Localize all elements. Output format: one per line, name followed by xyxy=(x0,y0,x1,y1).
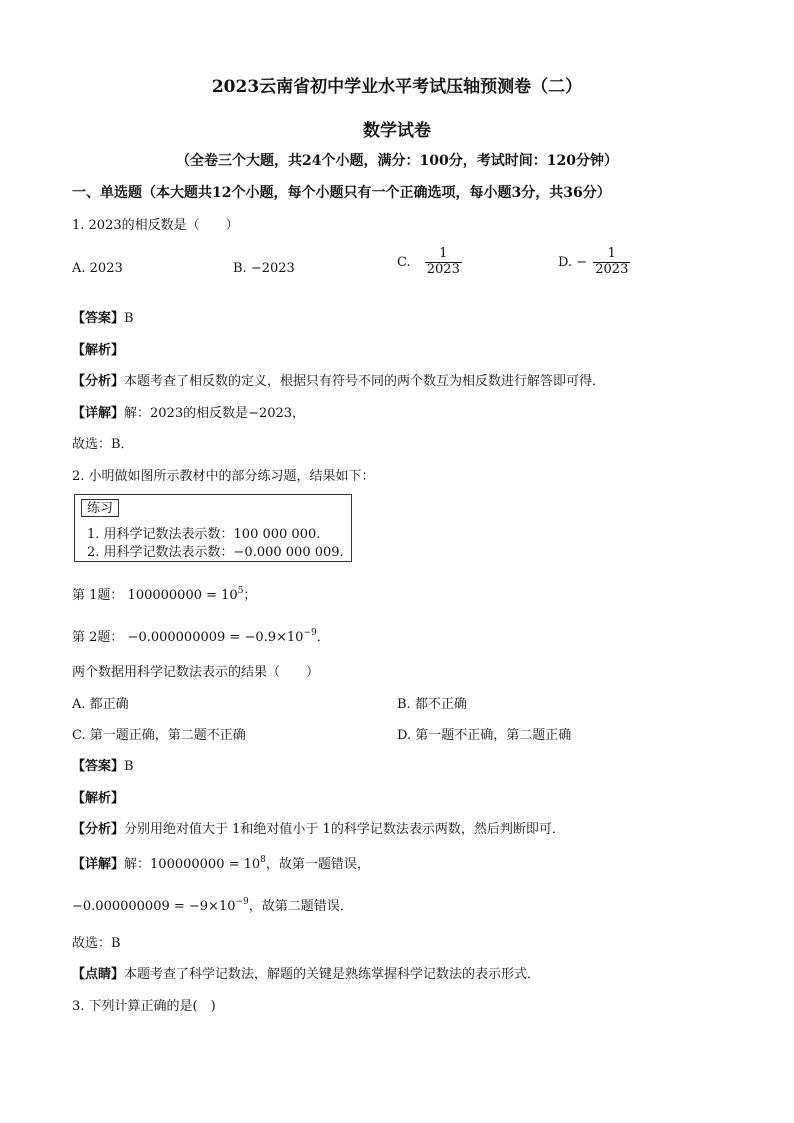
q1-answer-tag: 【答案】 xyxy=(72,311,125,326)
q2-detail-line-2-exp: −9 xyxy=(235,897,249,907)
q2-remark-tag: 【点睛】 xyxy=(72,967,125,982)
q2-work-2-label: 第 2题： xyxy=(72,630,124,645)
q2-work-1-label: 第 1题： xyxy=(72,588,124,603)
q2-detail xyxy=(72,853,370,872)
q2-option-a: A. 都正确 xyxy=(72,697,129,712)
q2-work-2-exp: −9 xyxy=(303,628,317,638)
q2-jiexi-tag: 【解析】 xyxy=(72,791,125,806)
exam-info: （全卷三个大题，共24个小题，满分：100分，考试时间：120分钟） xyxy=(176,153,618,169)
q1-option-c-numerator: 1 xyxy=(439,246,448,261)
q2-work-2-punct: ． xyxy=(316,630,330,645)
q1-answer xyxy=(72,307,134,326)
q2-answer-value: B xyxy=(124,759,134,774)
q1-option-c xyxy=(397,247,462,278)
q2-work-2-expr: −0.000000009 = −0.9×10 xyxy=(127,630,304,645)
exercise-box-label: 练习 xyxy=(81,499,119,517)
q2-question: 两个数据用科学记数法表示的结果（ ） xyxy=(72,665,320,680)
q1-choice: 故选：B． xyxy=(72,437,134,452)
q2-option-d: D. 第一题不正确，第二题正确 xyxy=(397,728,572,743)
q2-detail-line-2-post: ，故第二题错误． xyxy=(248,899,353,914)
q2-stem: 2. 小明做如图所示教材中的部分练习题，结果如下： xyxy=(72,469,375,484)
q1-option-b: B. −2023 xyxy=(233,261,295,276)
q1-option-c-denominator: 2023 xyxy=(426,261,460,277)
page-subtitle: 数学试卷 xyxy=(363,121,431,141)
q1-jiexi-tag: 【解析】 xyxy=(72,343,125,358)
q3-stem: 3. 下列计算正确的是( ) xyxy=(72,999,216,1014)
q1-option-c-fraction xyxy=(425,247,462,278)
q2-choice: 故选：B xyxy=(72,936,121,951)
q2-option-c: C. 第一题正确，第二题不正确 xyxy=(72,728,246,743)
q2-remark-text: 本题考查了科学记数法，解题的关键是熟练掌握科学记数法的表示形式． xyxy=(124,967,541,982)
q2-answer xyxy=(72,755,134,774)
q1-detail-tag: 【详解】 xyxy=(72,406,125,421)
q1-option-d-numerator: 1 xyxy=(607,246,616,261)
q1-analysis-tag: 【分析】 xyxy=(72,374,125,389)
q2-analysis-text: 分别用绝对值大于 1和绝对值小于 1的科学记数法表示两数，然后判断即可． xyxy=(124,822,565,837)
section-heading: 一、单选题（本大题共12个小题，每个小题只有一个正确选项，每小题3分，共36分） xyxy=(72,185,611,201)
q1-option-a: A. 2023 xyxy=(72,261,123,276)
q2-detail-expr: 100000000 = 10 xyxy=(150,857,261,872)
q2-option-b: B. 都不正确 xyxy=(397,697,467,712)
q2-analysis-tag: 【分析】 xyxy=(72,822,125,837)
q2-detail-exp: 8 xyxy=(260,855,266,865)
q2-work-1 xyxy=(72,584,256,603)
page-title: 2023云南省初中学业水平考试压轴预测卷（二） xyxy=(211,77,583,97)
q2-analysis xyxy=(72,818,565,837)
q1-analysis-text: 本题考查了相反数的定义，根据只有符号不同的两个数互为相反数进行解答即可得． xyxy=(124,374,606,389)
q2-detail-tag: 【详解】 xyxy=(72,857,125,872)
q1-option-d-fraction xyxy=(593,247,630,278)
q1-detail xyxy=(72,402,305,421)
q2-answer-tag: 【答案】 xyxy=(72,759,125,774)
q2-work-1-punct: ； xyxy=(243,588,257,603)
exercise-line-1: 1. 用科学记数法表示数：100 000 000. xyxy=(87,527,321,542)
exercise-box xyxy=(74,494,352,562)
q1-analysis xyxy=(72,370,605,389)
q1-option-d-denominator: 2023 xyxy=(595,261,629,277)
q2-detail-line-2 xyxy=(72,895,353,914)
q2-detail-post: ，故第一题错误， xyxy=(265,857,370,872)
q1-option-c-label: C. xyxy=(397,254,411,270)
exercise-line-2: 2. 用科学记数法表示数：−0.000 000 009. xyxy=(87,545,344,560)
q2-work-1-exp: 5 xyxy=(237,586,244,596)
q2-remark xyxy=(72,963,540,982)
q1-answer-value: B xyxy=(124,311,134,326)
q1-option-d-label: D. − xyxy=(558,254,588,270)
q2-detail-pre: 解： xyxy=(124,857,151,872)
q1-stem: 1. 2023的相反数是（ ） xyxy=(72,218,239,233)
q2-work-1-expr: 100000000 = 10 xyxy=(127,588,238,603)
q2-work-2 xyxy=(72,626,330,645)
q1-detail-text: 解：2023的相反数是−2023， xyxy=(124,406,306,421)
q2-detail-line-2-expr: −0.000000009 = −9×10 xyxy=(72,899,236,914)
q1-option-d xyxy=(558,247,630,278)
